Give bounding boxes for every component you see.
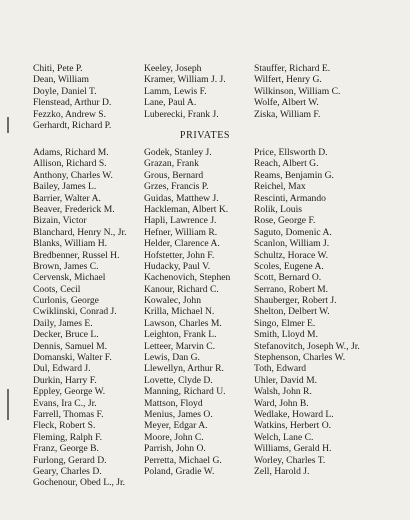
roster-row bbox=[33, 204, 383, 215]
roster-name: Kowalec, John bbox=[144, 295, 202, 307]
roster-name: Curlonis, George bbox=[33, 295, 99, 307]
roster-name: Lamm, Lewis F. bbox=[144, 85, 207, 97]
roster-name: Reams, Benjamin G. bbox=[254, 169, 334, 181]
roster-row bbox=[33, 466, 383, 477]
roster-row bbox=[33, 158, 383, 169]
roster-name: Scoles, Eugene A. bbox=[254, 260, 324, 272]
roster-name: Letteer, Marvin C. bbox=[144, 340, 216, 352]
roster-name: Reichel, Max bbox=[254, 181, 306, 193]
roster-name: Beaver, Frederick M. bbox=[33, 203, 115, 215]
roster-row bbox=[33, 86, 383, 97]
roster-row bbox=[33, 455, 383, 466]
roster-name: Hudacky, Paul V. bbox=[144, 260, 211, 272]
roster-name: Stefanovitch, Joseph W., Jr. bbox=[254, 340, 360, 352]
roster-row bbox=[33, 63, 383, 74]
roster-name: Lovette, Clyde D. bbox=[144, 374, 213, 386]
roster-name: Gochenour, Obed L., Jr. bbox=[33, 477, 126, 489]
roster-row bbox=[33, 284, 383, 295]
roster-name: Wilkinson, William C. bbox=[254, 85, 341, 97]
roster-row bbox=[33, 432, 383, 443]
roster-row bbox=[33, 109, 383, 120]
roster-row bbox=[33, 170, 383, 181]
roster-name: Brown, James C. bbox=[33, 260, 99, 272]
roster-name: Hefner, William R. bbox=[144, 226, 218, 238]
roster-row bbox=[33, 477, 383, 488]
roster-name: Hapli, Lawrence J. bbox=[144, 215, 217, 227]
roster-name: Blanks, William H. bbox=[33, 238, 108, 250]
roster-name: Meyer, Edgar A. bbox=[144, 420, 208, 432]
roster-name: Perretta, Michael G. bbox=[144, 454, 222, 466]
roster-row bbox=[33, 398, 383, 409]
roster-name: Fleming, Ralph F. bbox=[33, 431, 103, 443]
roster-name: Dul, Edward J. bbox=[33, 363, 91, 375]
roster-name: Welch, Lane C. bbox=[254, 431, 314, 443]
roster-name: Lawson, Charles M. bbox=[144, 317, 222, 329]
roster-name: Fleck, Robert S. bbox=[33, 420, 96, 432]
roster-name: Godek, Stanley J. bbox=[144, 147, 212, 158]
roster-name: Scanlon, William J. bbox=[254, 238, 330, 250]
roster-name: Poland, Gradie W. bbox=[144, 465, 215, 477]
roster-name bbox=[144, 477, 254, 488]
roster-name: Manning, Richard U. bbox=[144, 386, 226, 398]
roster-row bbox=[33, 261, 383, 272]
roster-name: Wilfert, Henry G. bbox=[254, 74, 322, 86]
roster-name: Furlong, Gerard D. bbox=[33, 454, 107, 466]
roster-name: Hofstetter, John F. bbox=[144, 249, 215, 261]
roster-name: Grazan, Frank bbox=[144, 158, 199, 170]
roster-row bbox=[33, 363, 383, 374]
roster-name: Worley, Charles T. bbox=[254, 454, 326, 466]
roster-name: Kanour, Richard C. bbox=[144, 283, 219, 295]
roster-row bbox=[33, 227, 383, 238]
roster-row bbox=[33, 181, 383, 192]
roster-name: Guidas, Matthew J. bbox=[144, 192, 219, 204]
binding-mark bbox=[7, 389, 9, 405]
roster-row bbox=[33, 250, 383, 261]
roster-name: Coots, Cecil bbox=[33, 283, 81, 295]
roster-row bbox=[33, 352, 383, 363]
roster-name: Chiti, Pete P. bbox=[33, 63, 83, 74]
privates-roster-block bbox=[33, 147, 383, 489]
roster-name: Leighton, Frank L. bbox=[144, 329, 217, 341]
roster-row bbox=[33, 193, 383, 204]
roster-name: Saguto, Domenic A. bbox=[254, 226, 332, 238]
roster-name: Smith, Lloyd M. bbox=[254, 329, 318, 341]
roster-name: Allison, Richard S. bbox=[33, 158, 107, 170]
roster-row bbox=[33, 386, 383, 397]
roster-name: Helder, Clarence A. bbox=[144, 238, 220, 250]
roster-name: Luberecki, Frank J. bbox=[144, 108, 219, 120]
roster-name: Stauffer, Richard E. bbox=[254, 63, 331, 74]
roster-name: Price, Ellsworth D. bbox=[254, 147, 328, 158]
roster-row bbox=[33, 147, 383, 158]
roster-name: Anthony, Charles W. bbox=[33, 169, 113, 181]
roster-name: Doyle, Daniel T. bbox=[33, 85, 97, 97]
roster-name: Rescinti, Armando bbox=[254, 192, 326, 204]
roster-name: Bredbenner, Russel H. bbox=[33, 249, 120, 261]
roster-name: Lane, Paul A. bbox=[144, 97, 197, 109]
roster-name: Rose, George F. bbox=[254, 215, 316, 227]
roster-name: Grzes, Francis P. bbox=[144, 181, 209, 193]
roster-name: Keeley, Joseph bbox=[144, 63, 202, 74]
roster-name: Dean, William bbox=[33, 74, 89, 86]
roster-name: Menius, James O. bbox=[144, 408, 213, 420]
roster-name: Llewellyn, Arthur R. bbox=[144, 363, 224, 375]
roster-name: Decker, Bruce L. bbox=[33, 329, 99, 341]
roster-name: Evans, Ira C., Jr. bbox=[33, 397, 97, 409]
binding-mark bbox=[7, 404, 9, 420]
roster-name: Krilla, Michael N. bbox=[144, 306, 215, 318]
roster-name bbox=[254, 477, 383, 488]
roster-name: Reach, Albert G. bbox=[254, 158, 319, 170]
roster-name: Dennis, Samuel M. bbox=[33, 340, 108, 352]
roster-name: Domanski, Walter F. bbox=[33, 352, 112, 364]
roster-name: Grous, Bernard bbox=[144, 169, 204, 181]
roster-name: Serrano, Robert M. bbox=[254, 283, 329, 295]
roster-name: Cwiklinski, Conrad J. bbox=[33, 306, 117, 318]
roster-name: Schultz, Horace W. bbox=[254, 249, 329, 261]
roster-name: Parrish, John O. bbox=[144, 443, 206, 455]
roster-name: Williams, Gerald H. bbox=[254, 443, 332, 455]
roster-row bbox=[33, 341, 383, 352]
privates-heading: PRIVATES bbox=[179, 130, 231, 141]
roster-name: Adams, Richard M. bbox=[33, 147, 109, 158]
roster-name: Watkins, Herbert O. bbox=[254, 420, 332, 432]
roster-name: Toth, Edward bbox=[254, 363, 307, 375]
roster-name: Wedlake, Howard L. bbox=[254, 408, 334, 420]
roster-row bbox=[33, 443, 383, 454]
roster-name: Ward, John B. bbox=[254, 397, 309, 409]
roster-row bbox=[33, 238, 383, 249]
roster-row bbox=[33, 409, 383, 420]
roster-name: Durkin, Harry F. bbox=[33, 374, 97, 386]
roster-name: Singo, Elmer E. bbox=[254, 317, 316, 329]
roster-row bbox=[33, 272, 383, 283]
roster-name: Bailey, James L. bbox=[33, 181, 97, 193]
roster-name: Barrier, Walter A. bbox=[33, 192, 101, 204]
roster-name: Fezzko, Andrew S. bbox=[33, 108, 107, 120]
roster-name: Daily, James E. bbox=[33, 317, 93, 329]
roster-name: Shelton, Delbert W. bbox=[254, 306, 330, 318]
roster-name: Uhler, David M. bbox=[254, 374, 318, 386]
roster-name: Rolik, Louis bbox=[254, 203, 302, 215]
roster-row bbox=[33, 318, 383, 329]
roster-name: Scott, Bernard O. bbox=[254, 272, 322, 284]
roster-row bbox=[33, 215, 383, 226]
roster-row bbox=[33, 295, 383, 306]
roster-name: Blanchard, Henry N., Jr. bbox=[33, 226, 127, 238]
roster-name: Kachenovich, Stephen bbox=[144, 272, 231, 284]
roster-name: Ziska, William F. bbox=[254, 108, 321, 120]
roster-row bbox=[33, 74, 383, 85]
roster-name: Franz, George B. bbox=[33, 443, 99, 455]
roster-row bbox=[33, 97, 383, 108]
roster-name: Lewis, Dan G. bbox=[144, 352, 200, 364]
roster-name: Walsh, John R. bbox=[254, 386, 312, 398]
roster-row bbox=[33, 306, 383, 317]
roster-name: Cervensk, Michael bbox=[33, 272, 106, 284]
officer-roster-block bbox=[33, 63, 383, 131]
roster-name: Moore, John C. bbox=[144, 431, 204, 443]
roster-row bbox=[33, 420, 383, 431]
roster-name: Kramer, William J. J. bbox=[144, 74, 226, 86]
roster-name: Eppley, George W. bbox=[33, 386, 106, 398]
roster-name: Wolfe, Albert W. bbox=[254, 97, 319, 109]
roster-row bbox=[33, 329, 383, 340]
roster-name: Farrell, Thomas F. bbox=[33, 408, 104, 420]
roster-name: Stephenson, Charles W. bbox=[254, 352, 346, 364]
roster-row bbox=[33, 375, 383, 386]
roster-name: Bizain, Victor bbox=[33, 215, 87, 227]
roster-name: Geary, Charles D. bbox=[33, 465, 102, 477]
roster-name: Flenstead, Arthur D. bbox=[33, 97, 112, 109]
roster-name: Zell, Harold J. bbox=[254, 465, 310, 477]
roster-name: Gerhardt, Richard P. bbox=[33, 119, 112, 131]
roster-name: Mattson, Floyd bbox=[144, 397, 203, 409]
roster-name: Hackleman, Albert K. bbox=[144, 203, 229, 215]
roster-name: Shauberger, Robert J. bbox=[254, 295, 337, 307]
